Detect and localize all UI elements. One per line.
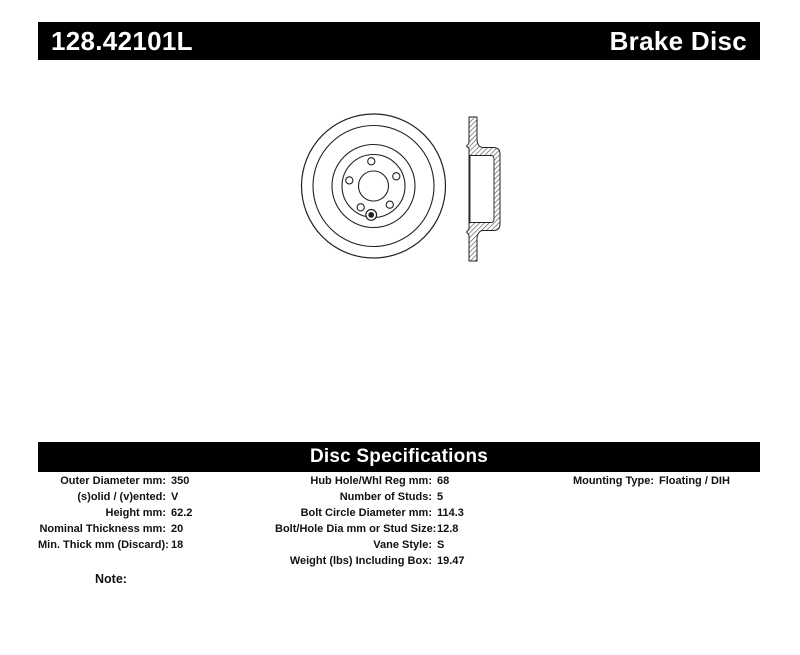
spec-label: Nominal Thickness mm: xyxy=(39,523,166,535)
spec-label: Bolt Circle Diameter mm: xyxy=(300,507,432,519)
spec-value: 68 xyxy=(437,475,450,487)
set-screw-hole xyxy=(366,210,377,221)
spec-row-weight xyxy=(275,555,465,571)
spec-row-min-thickness xyxy=(38,539,192,555)
spec-value: 20 xyxy=(171,523,184,535)
spec-value: 350 xyxy=(171,475,190,487)
spec-value: V xyxy=(171,491,179,503)
stud-hole xyxy=(346,177,353,184)
spec-row-outer-diameter xyxy=(38,475,192,491)
spec-value: 18 xyxy=(171,539,184,551)
cross-section-hat-cavity xyxy=(470,156,494,223)
product-type-title: Brake Disc xyxy=(609,25,747,56)
stud-hole xyxy=(357,204,364,211)
spec-section-title: Disc Specifications xyxy=(309,446,489,467)
spec-value: S xyxy=(437,539,445,551)
spec-column-mounting xyxy=(560,475,730,491)
spec-value: 19.47 xyxy=(437,555,465,567)
spec-column-dimensions xyxy=(38,475,192,555)
disc-face-circle xyxy=(313,126,434,247)
stud-hole xyxy=(386,201,393,208)
note-label: Note: xyxy=(95,572,127,586)
spec-label: Weight (lbs) Including Box: xyxy=(289,555,432,567)
spec-row-number-of-studs xyxy=(275,491,465,507)
spec-row-height xyxy=(38,507,192,523)
spec-value: 62.2 xyxy=(171,507,193,519)
spec-row-nominal-thickness xyxy=(38,523,192,539)
spec-value: Floating / DIH xyxy=(659,475,730,487)
stud-holes xyxy=(346,158,400,211)
spec-label: Height mm: xyxy=(105,507,166,519)
stud-hole xyxy=(393,173,400,180)
spec-label: Vane Style: xyxy=(373,539,432,551)
disc-outer-edge-circle xyxy=(302,114,446,258)
spec-row-bolt-circle-diameter xyxy=(275,507,465,523)
spec-label: Min. Thick mm (Discard): xyxy=(38,539,169,551)
brake-disc-cross-section xyxy=(467,117,500,261)
spec-row-vane-style xyxy=(275,539,465,555)
spec-label: Mounting Type: xyxy=(572,475,654,487)
spec-value: 114.3 xyxy=(437,507,464,519)
spec-label: Outer Diameter mm: xyxy=(60,475,166,487)
brake-disc-front-view xyxy=(302,114,446,258)
spec-column-hub-studs xyxy=(275,475,465,571)
stud-hole xyxy=(368,158,375,165)
spec-row-bolt-hole-dia xyxy=(275,523,465,539)
spec-label: Bolt/Hole Dia mm or Stud Size: xyxy=(275,523,437,535)
spec-label: Number of Studs: xyxy=(339,491,432,503)
part-number: 128.42101L xyxy=(51,25,193,56)
hub-center-hole xyxy=(359,171,389,201)
spec-label: (s)olid / (v)ented: xyxy=(77,491,166,503)
spec-row-mounting-type xyxy=(560,475,730,491)
header-bar xyxy=(38,22,760,60)
spec-label: Hub Hole/Whl Reg mm: xyxy=(310,475,432,487)
spec-value: 12.8 xyxy=(437,523,459,535)
spec-section-header xyxy=(38,442,760,472)
technical-drawing xyxy=(290,100,550,270)
spec-row-solid-vented xyxy=(38,491,192,507)
spec-row-hub-hole xyxy=(275,475,465,491)
spec-value: 5 xyxy=(437,491,444,503)
